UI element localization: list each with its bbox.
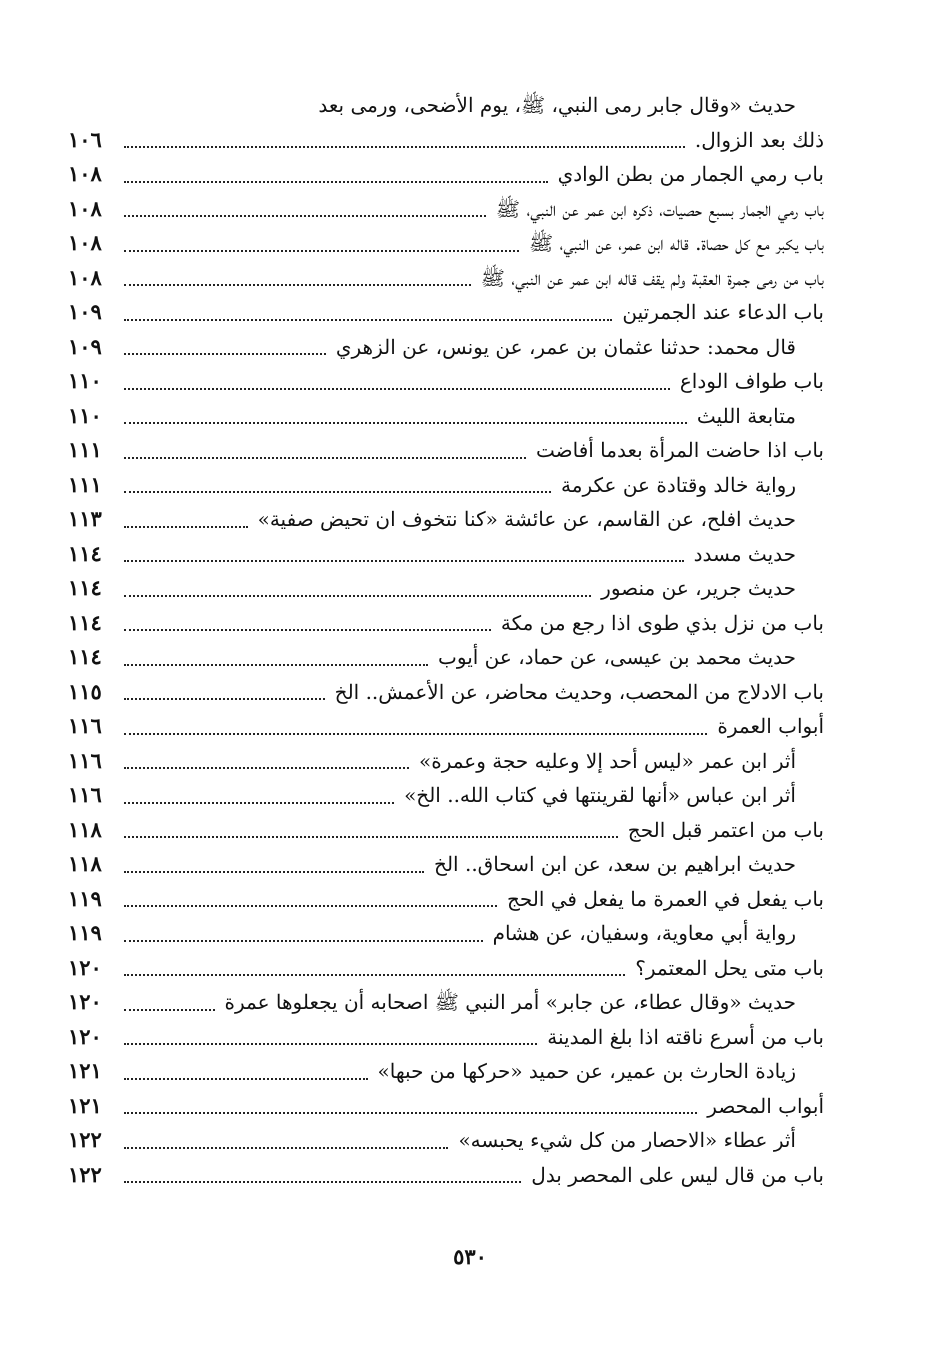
toc-entry-page: ١١٤	[68, 575, 102, 600]
toc-entry-page: ١١٤	[68, 644, 102, 669]
toc-entry-title: رواية أبي معاوية، وسفيان، عن هشام	[492, 921, 796, 945]
toc-entry-title: زيادة الحارث بن عمير، عن حميد «حركها من حبها»	[377, 1059, 796, 1083]
toc-entry-page: ١٠٩	[68, 299, 102, 324]
toc-entry	[68, 571, 824, 606]
toc-entry-title: ذلك بعد الزوال.	[694, 127, 824, 152]
toc-entry-title: باب متى يحل المعتمر؟	[635, 955, 824, 980]
toc-entry-title: أبواب المحصر	[707, 1093, 824, 1118]
toc-entry-title: حديث مسدد	[693, 541, 796, 566]
dot-leader	[124, 526, 248, 528]
toc-entry	[68, 88, 824, 123]
toc-entry-page: ١١١	[68, 471, 102, 497]
toc-entry-page: ١١٨	[68, 851, 102, 876]
toc-entry	[68, 778, 824, 813]
toc-entry	[68, 502, 824, 537]
toc-entry-title: باب رمي الجمار من بطن الوادي	[557, 162, 824, 186]
toc-entry-page: ١١١	[68, 437, 102, 462]
toc-entry-page: ١٢٠	[68, 954, 102, 980]
dot-leader	[124, 215, 486, 217]
toc-entry-title: باب من رمى جمرة العقبة ولم يقف قاله ابن عمر عن النبي، ﷺ	[480, 265, 824, 290]
toc-entry-title: قال محمد: حدثنا عثمان بن عمر، عن يونس، عن الزهري	[335, 334, 796, 359]
dot-leader	[124, 1181, 521, 1183]
toc-entry	[68, 261, 824, 296]
toc-entry-page: ١١٤	[68, 540, 102, 566]
toc-entry-title: باب طواف الوداع	[679, 369, 824, 393]
toc-entry-title: حديث «وقال عطاء، عن جابر» أمر النبي ﷺ اصحابه أن يجعلوها عمرة	[224, 990, 796, 1014]
toc-entry	[68, 882, 824, 917]
toc-entry	[68, 399, 824, 434]
toc-entry	[68, 1158, 824, 1193]
dot-leader	[124, 767, 409, 769]
toc-entry	[68, 192, 824, 227]
toc-entry	[68, 675, 824, 710]
toc-entry	[68, 985, 824, 1020]
toc-entry-title: حديث افلح، عن القاسم، عن عائشة «كنا نتخوف ان تحيض صفية»	[257, 507, 796, 531]
dot-leader	[124, 940, 483, 942]
toc-entry-title: باب الادلاج من المحصب، وحديث محاضر، عن الأعمش.. الخ	[334, 679, 824, 704]
toc-entry	[68, 847, 824, 882]
toc-entry-page: ١١٦	[68, 782, 102, 807]
dot-leader	[124, 1112, 697, 1114]
dot-leader	[124, 1078, 368, 1080]
dot-leader	[124, 388, 670, 390]
dot-leader	[124, 319, 612, 321]
toc-entry-page: ١١٠	[68, 368, 102, 393]
dot-leader	[124, 595, 591, 597]
toc-entry-page: ١١٦	[68, 747, 102, 773]
toc-entry-title: باب من قال ليس على المحصر بدل	[531, 1162, 824, 1187]
toc-entry-page: ١١٩	[68, 885, 102, 911]
toc-entry-title: باب يكبر مع كل حصاة. قاله ابن عمر، عن النبي، ﷺ	[529, 231, 824, 255]
toc-entry-page: ١٠٨	[68, 230, 102, 255]
dot-leader	[124, 664, 428, 666]
dot-leader	[124, 905, 497, 907]
toc-entry-title: حديث «وقال جابر رمى النبي، ﷺ، يوم الأضحى، ورمى بعد	[318, 93, 796, 117]
toc-entry-title: باب من أسرع ناقته اذا بلغ المدينة	[547, 1024, 824, 1049]
toc-entry	[68, 813, 824, 848]
toc-entry-title: باب من اعتمر قبل الحج	[627, 817, 824, 842]
dot-leader	[124, 491, 551, 493]
dot-leader	[124, 974, 625, 976]
toc-entry-title: متابعة الليث	[696, 403, 796, 428]
dot-leader	[124, 802, 394, 804]
toc-entry-page: ١٠٩	[68, 333, 102, 359]
toc-entry-page: ١٢٢	[68, 1161, 102, 1187]
toc-entry	[68, 1089, 824, 1124]
dot-leader	[124, 871, 424, 873]
toc-entry-page: ١١٨	[68, 816, 102, 842]
toc-entry-page: ١٢٢	[68, 1127, 102, 1152]
toc-entry-title: أبواب العمرة	[717, 714, 824, 738]
toc-entry-title: أثر عطاء «الاحصار من كل شيء يحبسه»	[458, 1128, 796, 1152]
toc-entry	[68, 364, 824, 399]
table-of-contents	[68, 88, 824, 1192]
toc-entry-page: ١١٦	[68, 713, 102, 738]
toc-entry	[68, 916, 824, 951]
dot-leader	[124, 836, 618, 838]
toc-entry	[68, 295, 824, 330]
toc-entry-page: ١١٣	[68, 506, 102, 531]
dot-leader	[124, 181, 548, 183]
toc-entry-title: باب الدعاء عند الجمرتين	[622, 300, 824, 324]
dot-leader	[124, 457, 526, 459]
dot-leader	[124, 560, 684, 562]
toc-entry-title: باب يفعل في العمرة ما يفعل في الحج	[506, 886, 824, 911]
toc-entry-title: باب اذا حاضت المرأة بعدما أفاضت	[535, 438, 824, 462]
toc-entry-title: أثر ابن عباس «أنها لقرينتها في كتاب الله.. الخ»	[404, 783, 796, 807]
toc-entry	[68, 709, 824, 744]
toc-entry	[68, 537, 824, 572]
toc-entry-page: ١٢٠	[68, 989, 102, 1014]
dot-leader	[124, 733, 707, 735]
toc-entry	[68, 606, 824, 641]
toc-entry	[68, 226, 824, 261]
dot-leader	[124, 629, 491, 631]
toc-entry	[68, 640, 824, 675]
toc-entry	[68, 1123, 824, 1158]
toc-entry-title: أثر ابن عمر «ليس أحد إلا وعليه حجة وعمرة»	[418, 748, 796, 773]
toc-entry	[68, 468, 824, 503]
toc-entry	[68, 123, 824, 158]
dot-leader	[124, 1009, 215, 1011]
toc-entry	[68, 157, 824, 192]
toc-entry-title: حديث محمد بن عيسى، عن حماد، عن أيوب	[438, 645, 796, 669]
dot-leader	[124, 284, 471, 286]
toc-entry-page: ١١٩	[68, 920, 102, 945]
toc-entry-title: باب رمي الجمار بسبع حصيات، ذكره ابن عمر عن النبي، ﷺ	[495, 196, 824, 221]
dot-leader	[124, 422, 687, 424]
dot-leader	[124, 698, 325, 700]
toc-entry	[68, 1020, 824, 1055]
toc-entry-title: باب من نزل بذي طوى اذا رجع من مكة	[500, 610, 824, 635]
dot-leader	[124, 1043, 537, 1045]
toc-entry	[68, 744, 824, 779]
toc-entry-page: ١٠٦	[68, 126, 102, 152]
toc-entry-page: ١١٥	[68, 678, 102, 704]
toc-entry	[68, 1054, 824, 1089]
toc-entry-page: ١٢١	[68, 1092, 102, 1118]
dot-leader	[124, 146, 685, 148]
toc-entry	[68, 951, 824, 986]
toc-entry-page: ١١٠	[68, 402, 102, 428]
toc-entry-page: ١٠٨	[68, 161, 102, 186]
toc-entry-page: ١٢١	[68, 1058, 102, 1083]
toc-entry	[68, 433, 824, 468]
dot-leader	[124, 1147, 448, 1149]
toc-entry-title: رواية خالد وقتادة عن عكرمة	[561, 472, 796, 497]
toc-entry-page: ١١٤	[68, 609, 102, 635]
dot-leader	[124, 250, 519, 252]
toc-entry	[68, 330, 824, 365]
page-number: ٥٣٠	[453, 1244, 487, 1269]
dot-leader	[124, 353, 326, 355]
toc-entry-page: ١٢٠	[68, 1023, 102, 1049]
toc-entry-page: ١٠٨	[68, 264, 102, 290]
toc-entry-page: ١٠٨	[68, 195, 102, 221]
toc-entry-title: حديث ابراهيم بن سعد، عن ابن اسحاق.. الخ	[434, 852, 796, 876]
toc-entry-title: حديث جرير، عن منصور	[601, 576, 796, 600]
